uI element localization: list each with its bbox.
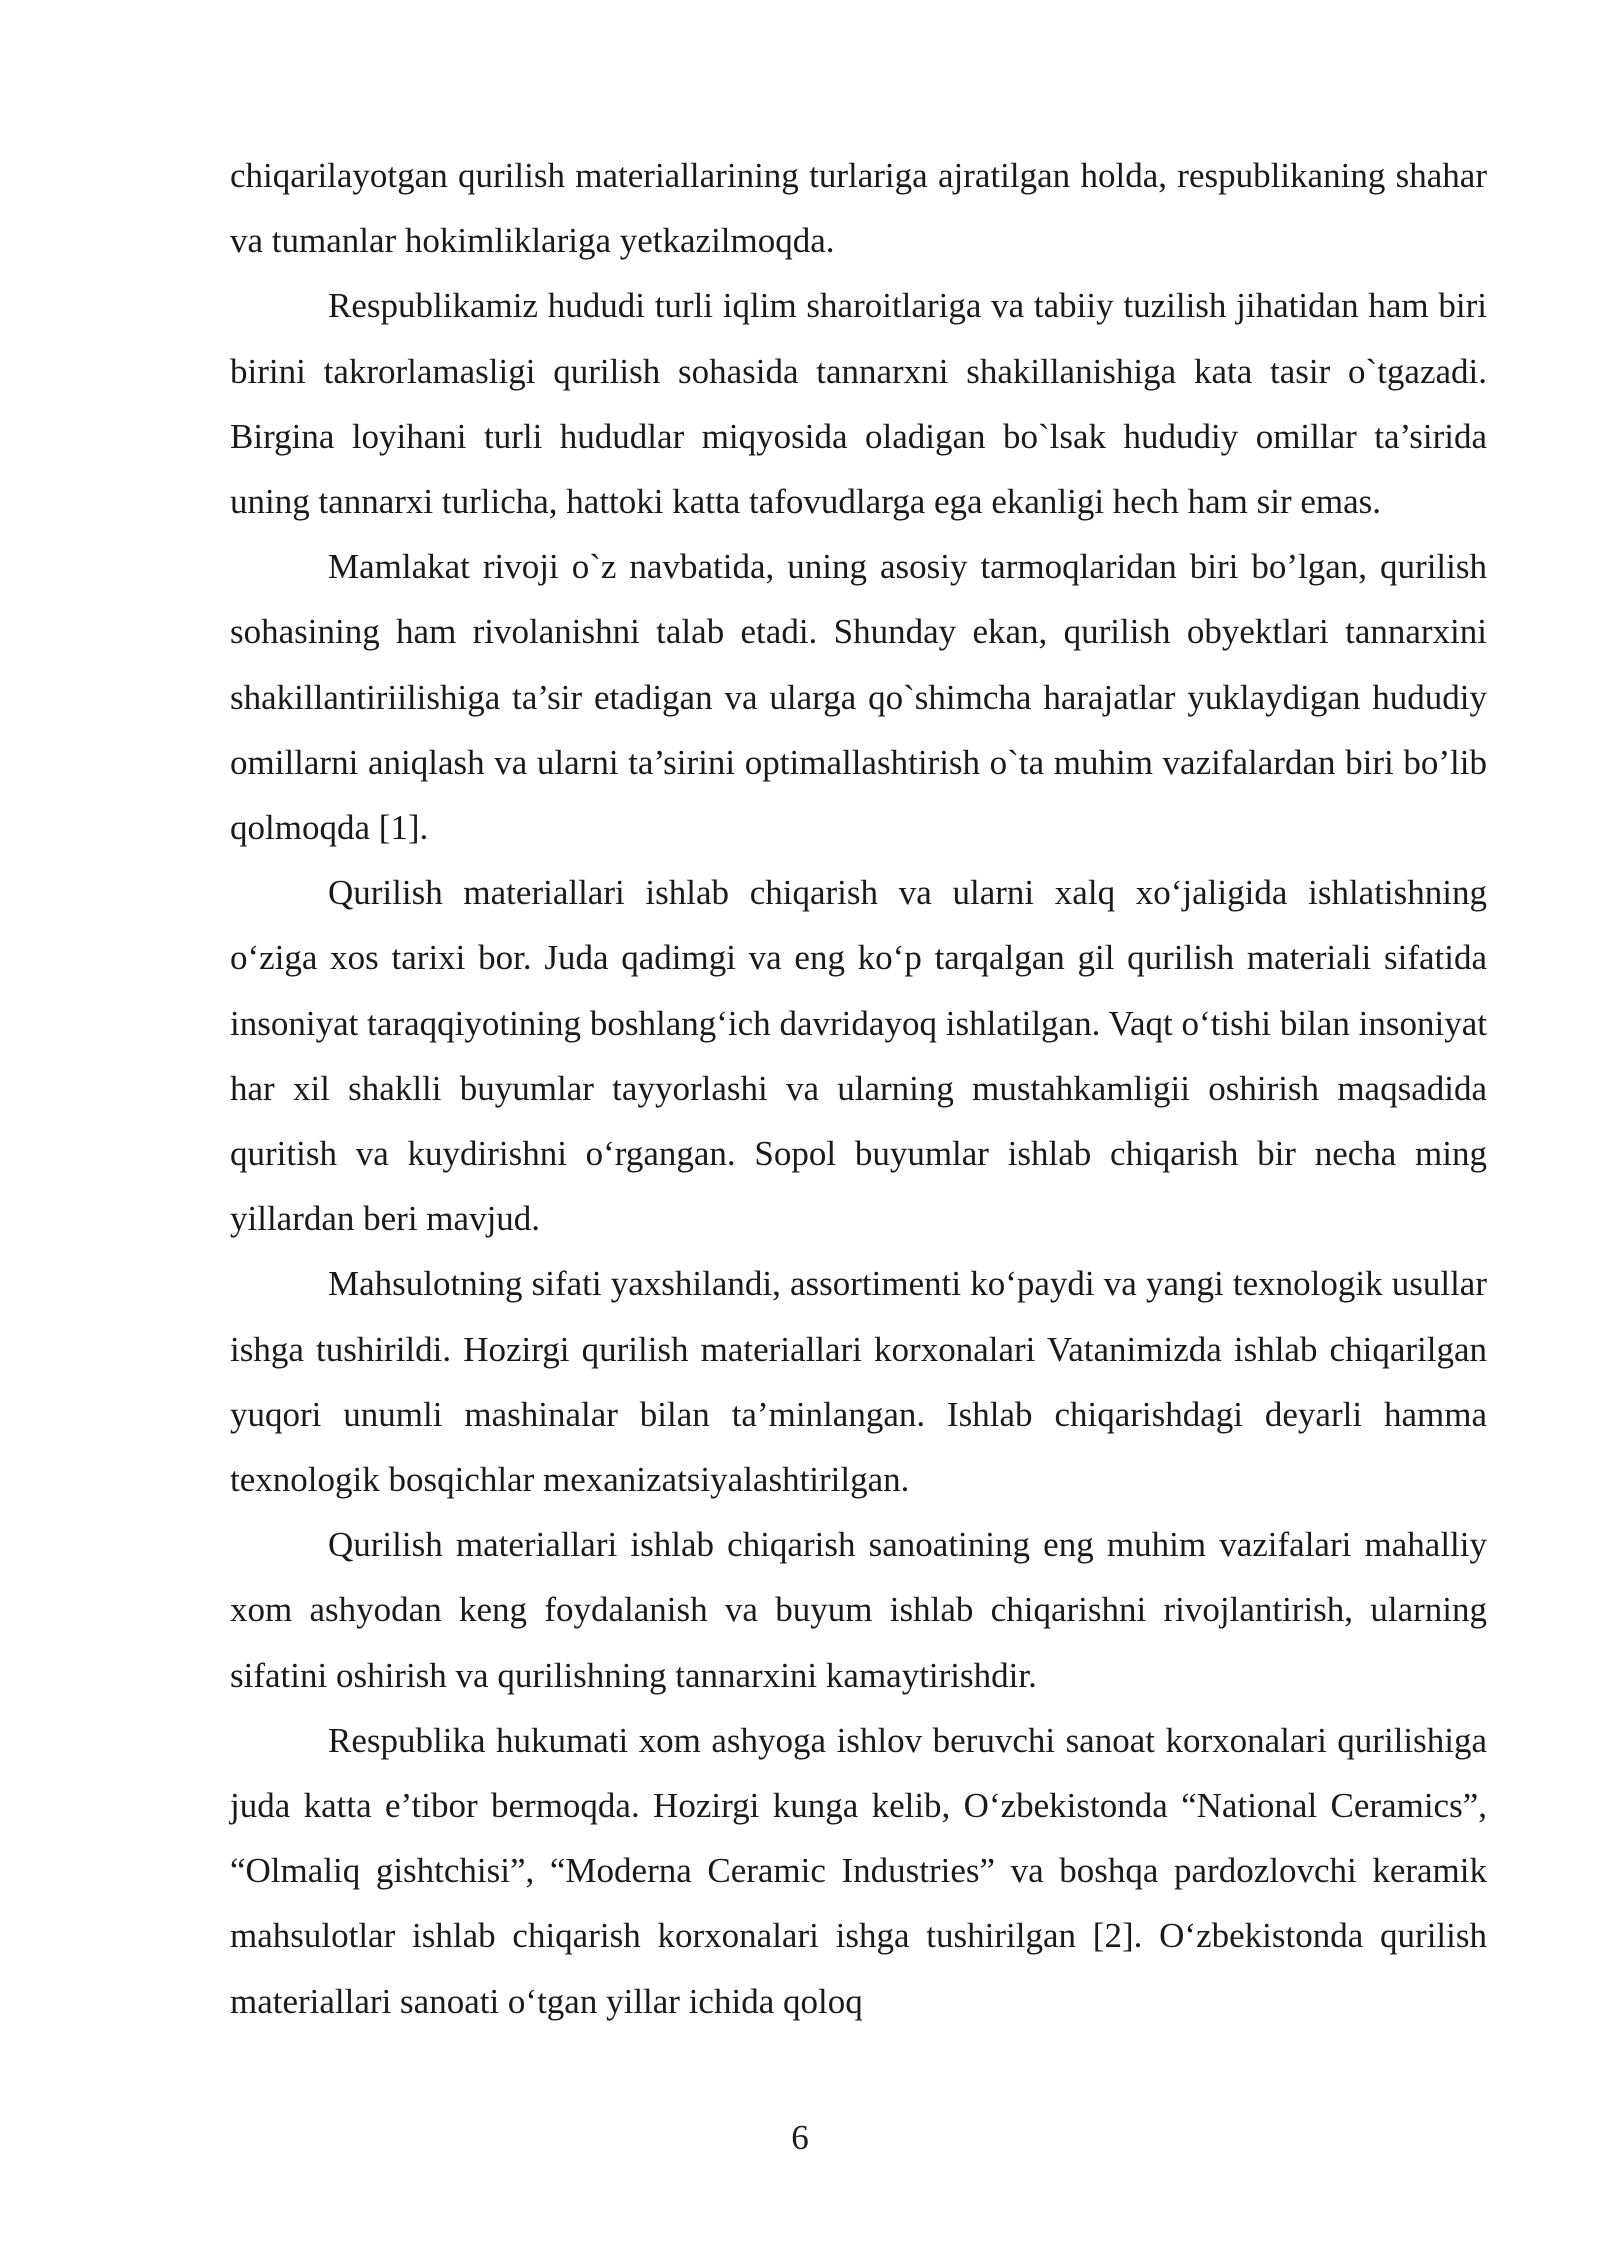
paragraph-5: Mahsulotning sifati yaxshilandi, assortimenti ko‘paydi va yangi texnologik usullar ishga tushirildi. Hozirgi qurilish materiallari korxonalari Vatanimizda ishlab chiqarilgan yuqori unumli mashinalar bilan ta’minlangan. Ishlab chiqarishdagi deyarli hamma texnologik bosqichlar mexanizatsiyalashtirilgan. — [230, 1264, 1487, 1500]
page-number: 6 — [791, 2118, 809, 2157]
paragraph-2: Respublikamiz hududi turli iqlim sharoitlariga va tabiiy tuzilish jihatidan ham biri birini takrorlamasligi qurilish sohasida tannarxni shakillanishiga kata tasir o`tgazadi. Birgina loyihani turli hududlar miqyosida oladigan bo`lsak hududiy omillar ta’sirida uning tannarxi turlicha, hattoki katta tafovudlarga ega ekanligi hech ham sir emas. — [230, 286, 1487, 522]
paragraph-3: Mamlakat rivoji o`z navbatida, uning asosiy tarmoqlaridan biri bo’lgan, qurilish sohasining ham rivolanishni talab etadi. Shunday ekan, qurilish obyektlari tannarxini shakillantiriilishiga ta’sir etadigan va ularga qo`shimcha harajatlar yuklaydigan hududiy omillarni aniqlash va ularni ta’sirini optimallashtirish o`ta muhim vazifalardan biri bo’lib qolmoqda [1]. — [230, 547, 1487, 848]
document-page — [230, 143, 1487, 2034]
paragraph-1: chiqarilayotgan qurilish materiallarining turlariga ajratilgan holda, respublikaning shahar va tumanlar hokimliklariga yetkazilmoqda. — [230, 156, 1487, 261]
paragraph-6: Qurilish materiallari ishlab chiqarish sanoatining eng muhim vazifalari mahalliy xom ashyodan keng foydalanish va buyum ishlab chiqarishni rivojlantirish, ularning sifatini oshirish va qurilishning tannarxini kamaytirishdir. — [230, 1525, 1487, 1695]
paragraph-4: Qurilish materiallari ishlab chiqarish va ularni xalq xo‘jaligida ishlatishning o‘ziga xos tarixi bor. Juda qadimgi va eng ko‘p tarqalgan gil qurilish materiali sifatida insoniyat taraqqiyotining boshlang‘ich davridayoq ishlatilgan. Vaqt o‘tishi bilan insoniyat har xil shaklli buyumlar tayyorlashi va ularning mustahkamligii oshirish maqsadida quritish va kuydirishni o‘rgangan. Sopol buyumlar ishlab chiqarish bir necha ming yillardan beri mavjud. — [230, 873, 1487, 1239]
paragraph-7: Respublika hukumati xom ashyoga ishlov beruvchi sanoat korxonalari qurilishiga juda katta e’tibor bermoqda. Hozirgi kunga kelib, O‘zbekistonda “National Ceramics”, “Olmaliq gishtchisi”, “Moderna Ceramic Industries” va boshqa pardozlovchi keramik mahsulotlar ishlab chiqarish korxonalari ishga tushirilgan [2]. O‘zbekistonda qurilish materiallari sanoati o‘tgan yillar ichida qoloq — [230, 1720, 1487, 2021]
